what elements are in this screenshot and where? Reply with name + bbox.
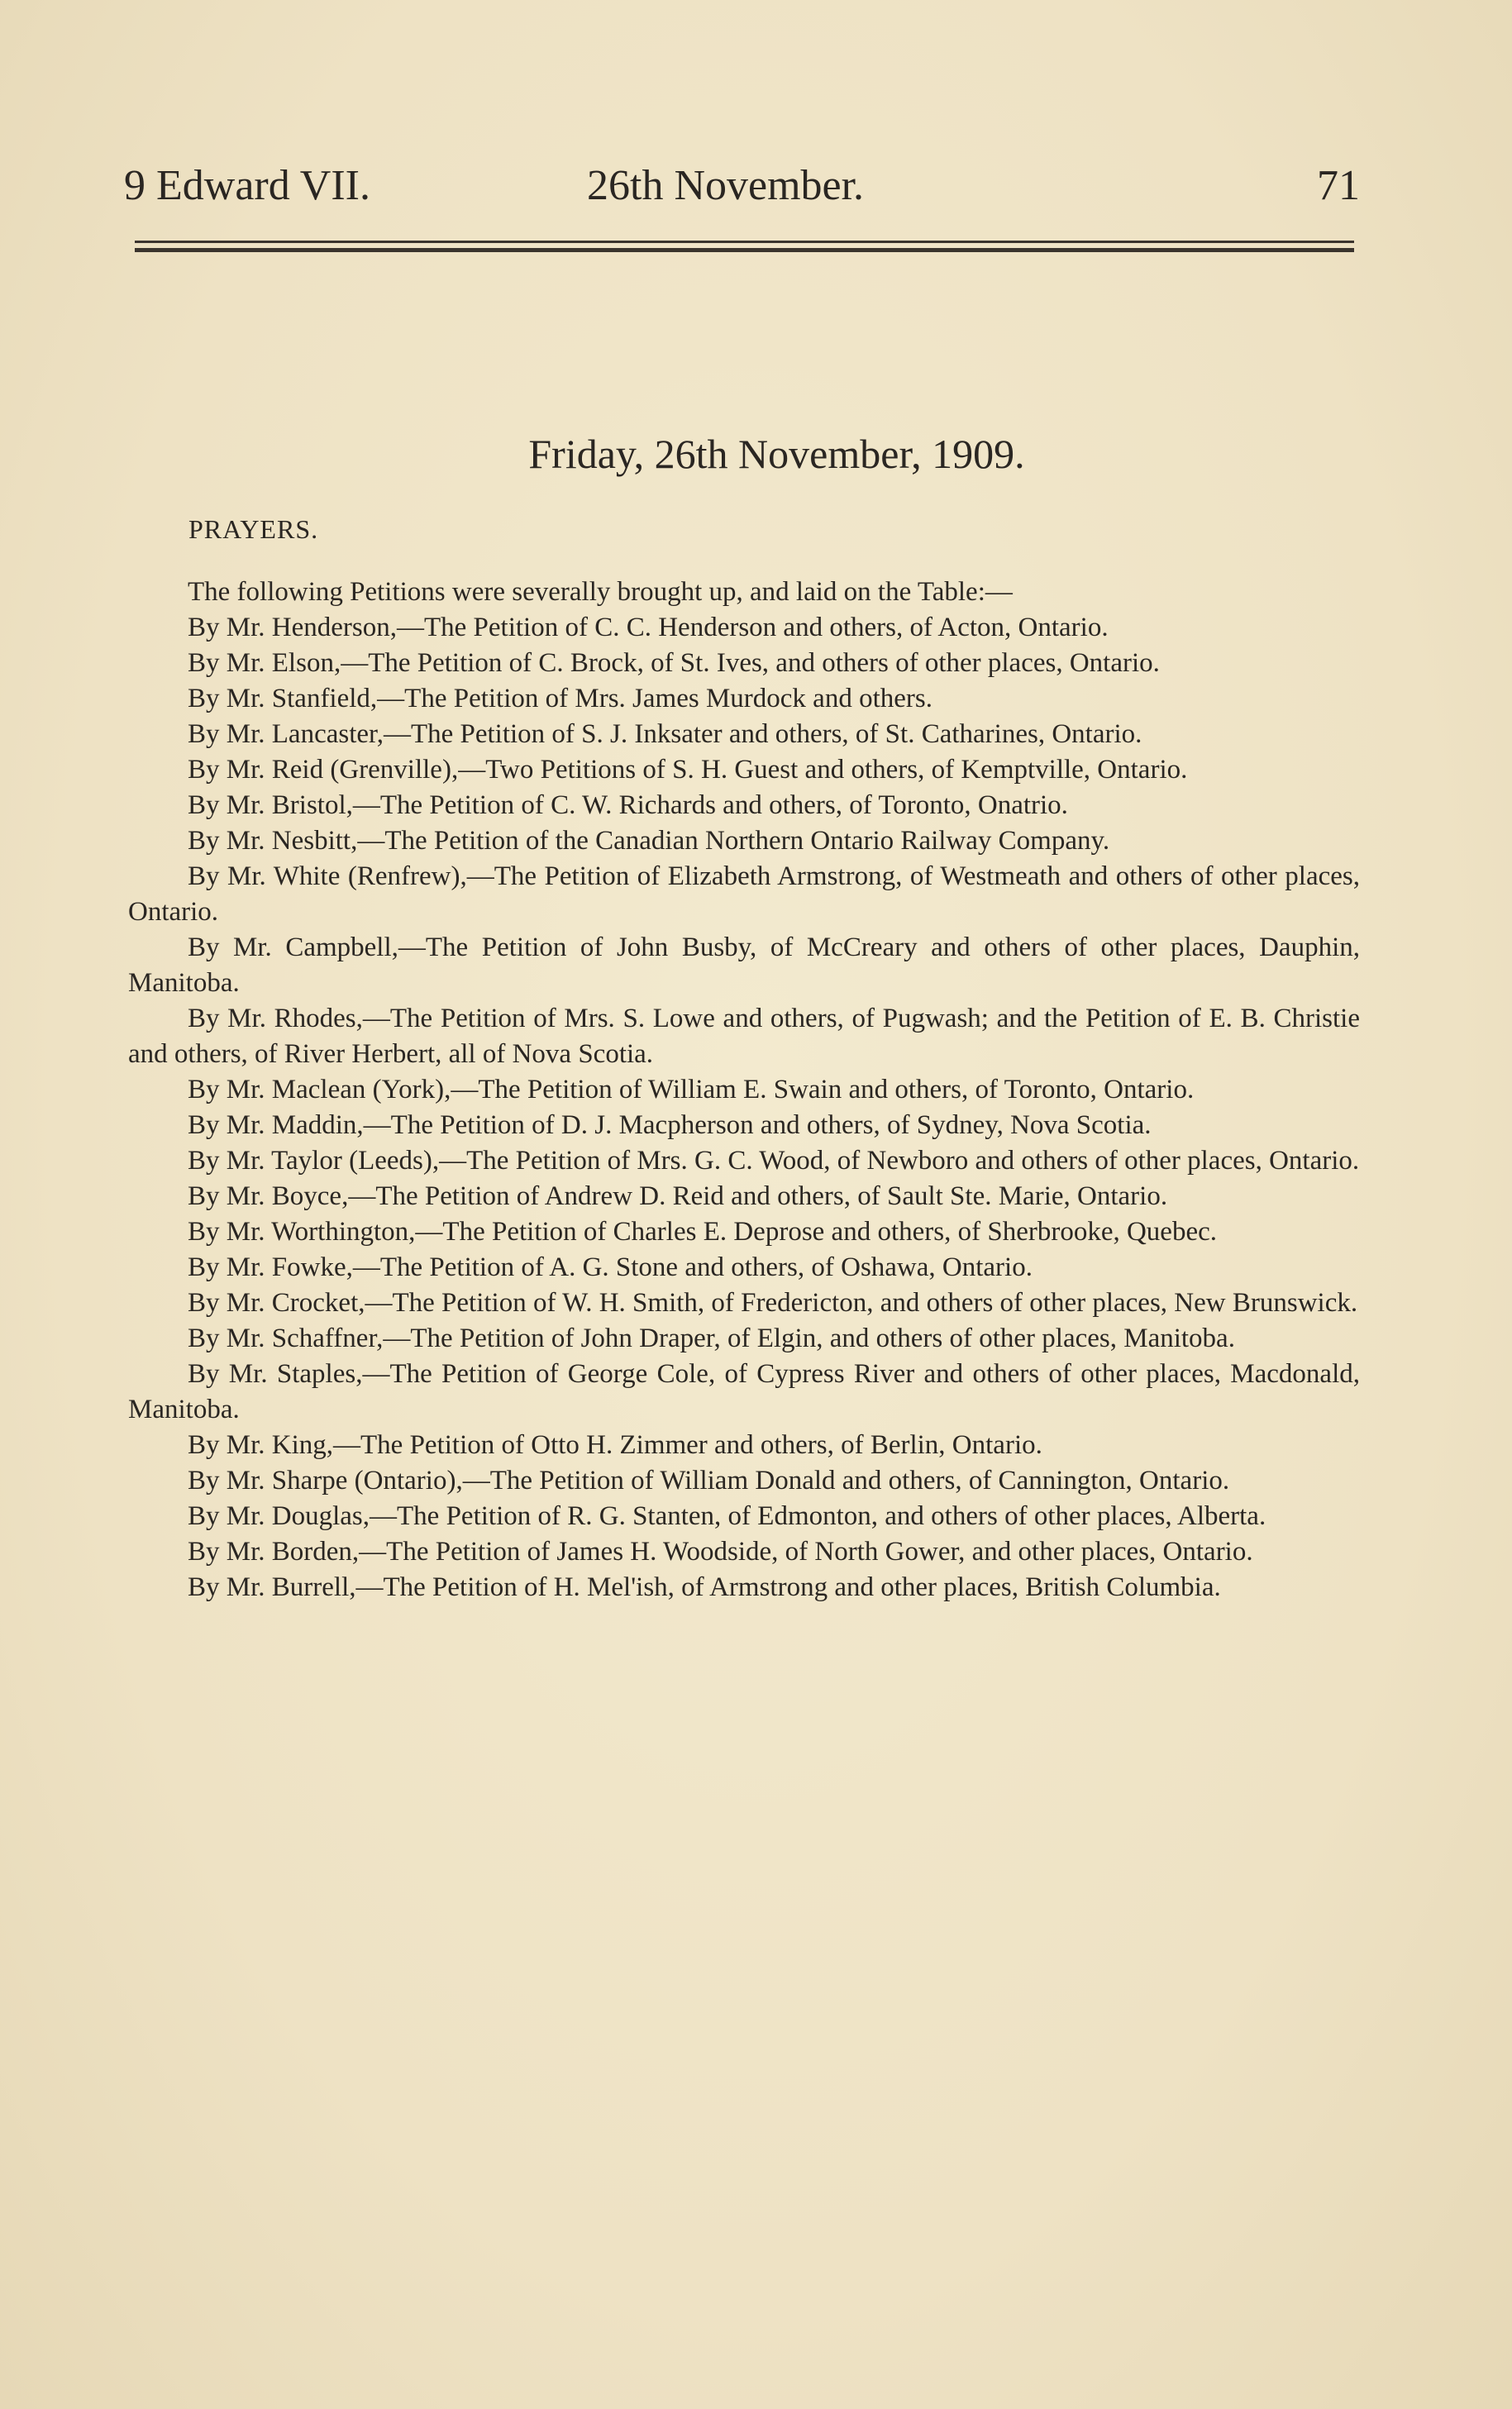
page-number: 71 <box>1317 162 1360 209</box>
petition-paragraph: By Mr. White (Renfrew),—The Petition of Elizabeth Armstrong, of Westmeath and others of other places, Ontario. <box>128 861 1360 927</box>
petition-paragraph: By Mr. Maddin,—The Petition of D. J. Macpherson and others, of Sydney, Nova Scotia. <box>188 1110 1152 1140</box>
petition-paragraph: By Mr. Burrell,—The Petition of H. Mel'ish, of Armstrong and other places, British Columbia. <box>188 1572 1221 1602</box>
petition-paragraph: By Mr. Taylor (Leeds),—The Petition of Mrs. G. C. Wood, of Newboro and others of other places, Ontario. <box>188 1146 1360 1176</box>
petition-paragraph: By Mr. Reid (Grenville),—Two Petitions of S. H. Guest and others, of Kemptville, Ontario. <box>188 755 1188 785</box>
petition-paragraph: By Mr. Fowke,—The Petition of A. G. Stone and others, of Oshawa, Ontario. <box>188 1252 1033 1282</box>
petition-paragraph: By Mr. Crocket,—The Petition of W. H. Smith, of Fredericton, and others of other places, New Brunswick. <box>188 1288 1358 1318</box>
petition-paragraph: By Mr. King,—The Petition of Otto H. Zimmer and others, of Berlin, Ontario. <box>188 1430 1042 1460</box>
header-date: 26th November. <box>587 162 865 209</box>
running-header <box>124 157 1360 215</box>
petition-paragraph: By Mr. Elson,—The Petition of C. Brock, of St. Ives, and others of other places, Ontario. <box>188 648 1160 678</box>
sitting-date-title: Friday, 26th November, 1909. <box>528 431 1025 477</box>
regnal-year: 9 Edward VII. <box>124 162 370 209</box>
petition-paragraph: By Mr. Henderson,—The Petition of C. C. Henderson and others, of Acton, Ontario. <box>188 613 1109 642</box>
petition-paragraph: By Mr. Bristol,—The Petition of C. W. Richards and others, of Toronto, Onatrio. <box>188 790 1068 820</box>
petition-paragraph: By Mr. Worthington,—The Petition of Charles E. Deprose and others, of Sherbrooke, Quebec. <box>188 1217 1217 1247</box>
petition-paragraph: By Mr. Boyce,—The Petition of Andrew D. Reid and others, of Sault Ste. Marie, Ontario. <box>188 1181 1168 1211</box>
petition-paragraph: By Mr. Borden,—The Petition of James H. Woodside, of North Gower, and other places, Ontario. <box>188 1537 1253 1567</box>
petitions-body <box>128 575 1360 1605</box>
petition-paragraph: By Mr. Schaffner,—The Petition of John Draper, of Elgin, and others of other places, Manitoba. <box>188 1324 1235 1353</box>
petition-paragraph: By Mr. Maclean (York),—The Petition of William E. Swain and others, of Toronto, Ontario. <box>188 1075 1195 1104</box>
petition-paragraph: By Mr. Lancaster,—The Petition of S. J. Inksater and others, of St. Catharines, Ontario. <box>188 719 1142 749</box>
petition-paragraph: By Mr. Douglas,—The Petition of R. G. Stanten, of Edmonton, and others of other places, Alberta. <box>188 1501 1266 1531</box>
petition-paragraph: The following Petitions were severally brought up, and laid on the Table:— <box>188 577 1013 607</box>
petition-paragraph: By Mr. Nesbitt,—The Petition of the Canadian Northern Ontario Railway Company. <box>188 826 1110 856</box>
petition-paragraph: By Mr. Campbell,—The Petition of John Busby, of McCreary and others of other places, Dauphin, Manitoba. <box>128 933 1360 998</box>
petition-paragraph: By Mr. Stanfield,—The Petition of Mrs. James Murdock and others. <box>188 684 932 713</box>
petition-paragraph: By Mr. Sharpe (Ontario),—The Petition of William Donald and others, of Cannington, Ontario. <box>188 1466 1230 1495</box>
header-rule-thick <box>135 248 1354 252</box>
petition-paragraph: By Mr. Staples,—The Petition of George Cole, of Cypress River and others of other places, Macdonald, Manitoba. <box>128 1359 1360 1424</box>
prayers-heading: PRAYERS. <box>188 514 319 544</box>
header-rule-thin <box>135 241 1354 243</box>
petition-paragraph: By Mr. Rhodes,—The Petition of Mrs. S. Lowe and others, of Pugwash; and the Petition of E. B. Christie and others, of River Herbert, all of Nova Scotia. <box>128 1004 1360 1069</box>
